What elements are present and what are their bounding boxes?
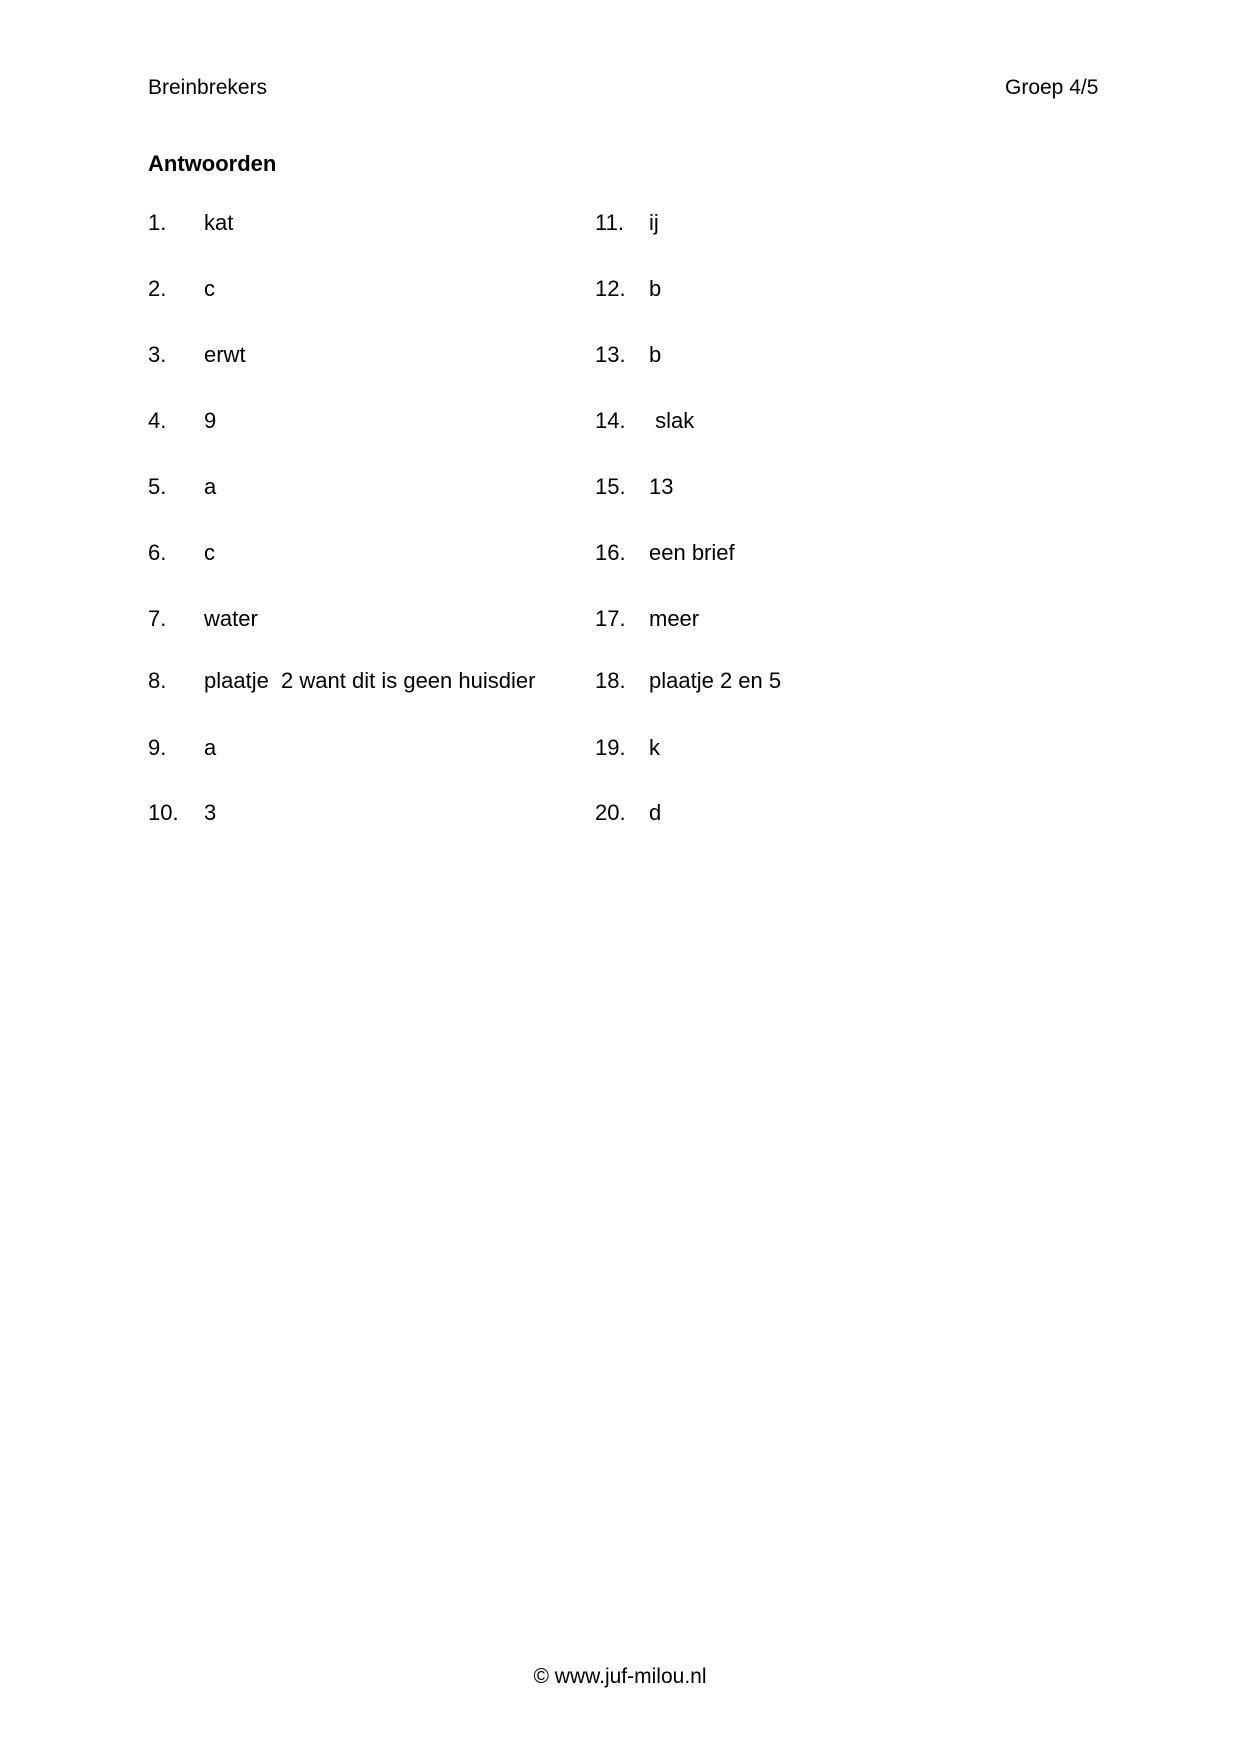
answer-item-9 xyxy=(148,735,217,765)
answer-text: plaatje 2 en 5 xyxy=(649,668,782,693)
answer-item-4 xyxy=(148,408,217,438)
answer-item-10 xyxy=(148,800,217,830)
answer-text: water xyxy=(204,606,258,631)
answer-number: 7. xyxy=(148,606,167,631)
answer-text: ij xyxy=(649,210,659,235)
answer-number: 6. xyxy=(148,540,167,565)
answer-text: kat xyxy=(204,210,234,235)
answer-item-8 xyxy=(148,668,536,698)
answer-number: 11. xyxy=(595,210,624,235)
answer-item-16 xyxy=(595,540,735,570)
answer-item-17 xyxy=(595,606,700,636)
answer-text: a xyxy=(204,474,217,499)
answer-number: 8. xyxy=(148,668,167,693)
answer-text: d xyxy=(649,800,662,825)
answer-item-2 xyxy=(148,276,215,306)
answer-text: c xyxy=(204,540,215,565)
answer-number: 2. xyxy=(148,276,167,301)
answer-number: 4. xyxy=(148,408,167,433)
answer-item-18 xyxy=(595,668,782,698)
answer-number: 3. xyxy=(148,342,167,367)
answer-number: 15. xyxy=(595,474,626,499)
answer-text: a xyxy=(204,735,217,760)
answer-number: 13. xyxy=(595,342,626,367)
answer-number: 5. xyxy=(148,474,167,499)
answer-text: c xyxy=(204,276,215,301)
document-title: Breinbrekers xyxy=(148,76,268,99)
answer-number: 9. xyxy=(148,735,167,760)
footer-copyright: © www.juf-milou.nl xyxy=(533,1665,707,1688)
answer-item-12 xyxy=(595,276,662,306)
answer-item-5 xyxy=(148,474,217,504)
group-label: Groep 4/5 xyxy=(1005,76,1099,99)
answer-text: een brief xyxy=(649,540,735,565)
answer-item-14 xyxy=(595,408,695,438)
answer-text: plaatje 2 want dit is geen huisdier xyxy=(204,668,536,693)
answer-text: 9 xyxy=(204,408,217,433)
answer-item-15 xyxy=(595,474,674,504)
answer-number: 14. xyxy=(595,408,626,433)
answer-number: 18. xyxy=(595,668,626,693)
answer-number: 17. xyxy=(595,606,626,631)
answer-text: b xyxy=(649,342,662,367)
answer-text: erwt xyxy=(204,342,246,367)
answer-item-7 xyxy=(148,606,258,636)
answer-item-11 xyxy=(595,210,659,240)
answer-item-20 xyxy=(595,800,662,830)
answer-number: 19. xyxy=(595,735,626,760)
answers-heading: Antwoorden xyxy=(148,151,277,176)
answer-number: 20. xyxy=(595,800,626,825)
answer-number: 12. xyxy=(595,276,626,301)
answer-item-3 xyxy=(148,342,246,372)
answer-text: slak xyxy=(649,408,695,433)
answer-text: meer xyxy=(649,606,700,631)
answer-number: 16. xyxy=(595,540,626,565)
answer-text: b xyxy=(649,276,662,301)
answer-number: 1. xyxy=(148,210,167,235)
answer-item-13 xyxy=(595,342,662,372)
answer-number: 10. xyxy=(148,800,179,825)
answer-item-1 xyxy=(148,210,234,240)
answer-text: k xyxy=(649,735,660,760)
answer-text: 13 xyxy=(649,474,674,499)
answer-item-19 xyxy=(595,735,660,765)
answer-item-6 xyxy=(148,540,215,570)
answer-text: 3 xyxy=(204,800,217,825)
